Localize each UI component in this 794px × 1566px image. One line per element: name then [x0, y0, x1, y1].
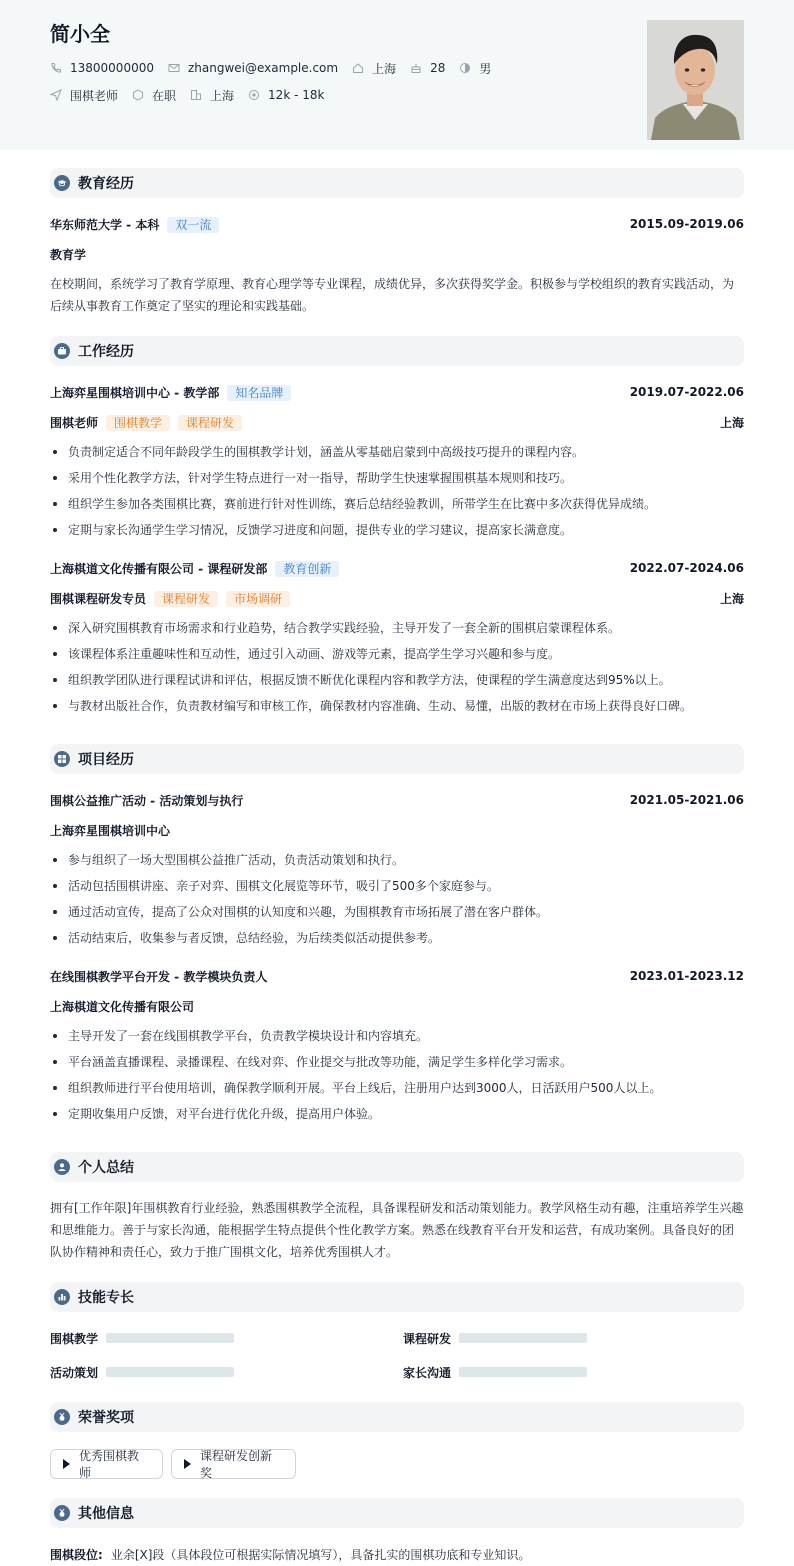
resume-header — [0, 0, 794, 150]
hometown-item — [352, 60, 396, 77]
list-item: 组织教学团队进行课程试讲和评估，根据反馈不断优化课程内容和教学方法，使课程的学生满意度达到95%以上。 — [50, 667, 744, 693]
project-org: 上海棋道文化传播有限公司 — [50, 999, 195, 1014]
skill-level-bar — [459, 1333, 587, 1343]
skill-name: 围棋教学 — [50, 1331, 99, 1346]
work-header — [50, 384, 744, 400]
company-tag: 知名品牌 — [227, 385, 291, 401]
list-item: 主导开发了一套在线围棋教学平台，负责教学模块设计和内容填充。 — [50, 1023, 744, 1049]
skill-name: 活动策划 — [50, 1365, 99, 1380]
school-name: 华东师范大学 - 本科 双一流 — [50, 216, 219, 233]
home-icon — [352, 62, 364, 74]
major-row — [50, 246, 744, 262]
project-header — [50, 792, 744, 808]
list-item: 与教材出版社合作，负责教材编写和审核工作，确保教材内容准确、生动、易懂，出版的教材在市场上获得良好口碑。 — [50, 693, 744, 719]
section-summary — [50, 1152, 744, 1182]
company-tag: 教育创新 — [275, 561, 339, 577]
award-chip[interactable] — [171, 1449, 296, 1479]
profile-photo — [647, 20, 744, 140]
job-role: 围棋老师 围棋教学 课程研发 — [50, 414, 242, 431]
project-org-row — [50, 998, 744, 1014]
project-bullets — [50, 1023, 744, 1127]
skill-name: 家长沟通 — [403, 1365, 452, 1380]
school-tag: 双一流 — [167, 217, 219, 233]
list-item: 组织学生参加各类围棋比赛，赛前进行针对性训练，赛后总结经验教训，所带学生在比赛中多次获得优异成绩。 — [50, 491, 744, 517]
status-text: 在职 — [152, 88, 177, 103]
project-date: 2021.05-2021.06 — [629, 793, 744, 807]
work-date: 2019.07-2022.06 — [629, 385, 744, 399]
education-description: 在校期间，系统学习了教育学原理、教育心理学等专业课程，成绩优异，多次获得奖学金。积极参与学校组织的教育实践活动，为后续从事教育工作奠定了坚实的理论和实践基础。 — [50, 277, 735, 313]
work-header — [50, 560, 744, 576]
award-chip[interactable] — [50, 1449, 163, 1479]
city-text: 上海 — [210, 88, 235, 103]
position-text: 围棋老师 — [70, 88, 119, 103]
section-education — [50, 168, 744, 198]
other-value: 业余[X]段（具体段位可根据实际情况填写），具备扎实的围棋功底和专业知识。 — [110, 1547, 531, 1562]
salary-item — [248, 88, 324, 102]
user-icon — [54, 1159, 70, 1175]
project-header — [50, 968, 744, 984]
award-label: 优秀围棋教师 — [79, 1449, 140, 1480]
gender-item — [459, 60, 491, 77]
company-name: 上海棋道文化传播有限公司 - 课程研发部 教育创新 — [50, 560, 339, 577]
phone-item — [50, 61, 154, 75]
project-date: 2023.01-2023.12 — [629, 969, 744, 983]
section-title: 技能专长 — [78, 1290, 134, 1306]
briefcase-icon — [54, 343, 70, 359]
info-icon — [54, 1505, 70, 1521]
skill-item — [403, 1364, 587, 1380]
section-other — [50, 1498, 744, 1528]
section-title: 工作经历 — [78, 344, 134, 360]
mail-icon — [168, 62, 180, 74]
role-tag: 课程研发 — [154, 591, 218, 607]
medal-icon — [54, 1409, 70, 1425]
skill-level-fill — [459, 1367, 587, 1377]
gender-icon — [459, 62, 471, 74]
skill-level-fill — [106, 1333, 234, 1343]
role-tag: 围棋教学 — [106, 415, 170, 431]
skill-name: 课程研发 — [403, 1331, 452, 1346]
send-icon — [50, 89, 62, 101]
education-header — [50, 216, 744, 232]
work-bullets — [50, 615, 744, 719]
skill-item — [50, 1330, 234, 1346]
list-item: 定期收集用户反馈，对平台进行优化升级，提高用户体验。 — [50, 1101, 744, 1127]
age-text: 28 — [430, 61, 446, 75]
section-title: 其他信息 — [78, 1506, 134, 1522]
play-icon — [184, 1459, 191, 1469]
list-item: 定期与家长沟通学生学习情况，反馈学习进度和问题，提供专业的学习建议，提高家长满意度。 — [50, 517, 744, 543]
graduation-cap-icon — [54, 175, 70, 191]
contact-row — [50, 60, 505, 76]
work-location: 上海 — [719, 415, 744, 430]
building-icon — [190, 89, 202, 101]
skill-level-bar — [106, 1333, 234, 1343]
candidate-name: 简小全 — [50, 22, 110, 46]
section-projects — [50, 744, 744, 774]
section-work — [50, 336, 744, 366]
list-item: 负责制定适合不同年龄段学生的围棋教学计划，涵盖从零基础启蒙到中高级技巧提升的课程内容。 — [50, 439, 744, 465]
section-awards — [50, 1402, 744, 1432]
work-bullets — [50, 439, 744, 543]
project-org: 上海弈星围棋培训中心 — [50, 823, 171, 838]
list-item: 采用个性化教学方法，针对学生特点进行一对一指导，帮助学生快速掌握围棋基本规则和技巧。 — [50, 465, 744, 491]
project-bullets — [50, 847, 744, 951]
city-item — [190, 87, 234, 104]
skill-level-bar — [459, 1367, 587, 1377]
list-item: 组织教师进行平台使用培训，确保教学顺利开展。平台上线后，注册用户达到3000人，日活跃用户500人以上。 — [50, 1075, 744, 1101]
age-item — [410, 61, 445, 75]
skill-level-fill — [106, 1367, 234, 1377]
job-role: 围棋课程研发专员 课程研发 市场调研 — [50, 590, 290, 607]
list-item: 深入研究围棋教育市场需求和行业趋势，结合教学实践经验，主导开发了一套全新的围棋启蒙课程体系。 — [50, 615, 744, 641]
status-item — [132, 87, 176, 104]
section-title: 荣誉奖项 — [78, 1410, 134, 1426]
grid-icon — [54, 751, 70, 767]
skill-level-bar — [106, 1367, 234, 1377]
position-item — [50, 87, 118, 104]
hometown-text: 上海 — [372, 61, 397, 76]
section-skills — [50, 1282, 744, 1312]
skill-level-fill — [459, 1333, 587, 1343]
job-intent-row — [50, 87, 338, 103]
summary-text: 拥有[工作年限]年围棋教育行业经验，熟悉围棋教学全流程，具备课程研发和活动策划能力。教学风格生动有趣，注重培养学生兴趣和思维能力。善于与家长沟通，能根据学生特点提供个性化教学方案。熟悉在线教育平台开发和运营，有成功案例。具备良好的团队协作精神和责任心，致力于推广围棋文化，培养优秀围棋人才。 — [50, 1201, 744, 1259]
list-item: 活动结束后，收集参与者反馈，总结经验，为后续类似活动提供参考。 — [50, 925, 744, 951]
section-title: 项目经历 — [78, 752, 134, 768]
award-label: 课程研发创新奖 — [200, 1449, 273, 1480]
role-tag: 市场调研 — [226, 591, 290, 607]
section-title: 教育经历 — [78, 176, 134, 192]
email-text: zhangwei@example.com — [187, 61, 339, 75]
major: 教育学 — [50, 247, 87, 262]
phone-text: 13800000000 — [70, 61, 154, 75]
work-location: 上海 — [719, 591, 744, 606]
company-name: 上海弈星围棋培训中心 - 教学部 知名品牌 — [50, 384, 291, 401]
skill-item — [50, 1364, 234, 1380]
email-item — [168, 61, 338, 75]
other-label: 围棋段位: — [50, 1547, 103, 1562]
list-item: 活动包括围棋讲座、亲子对弈、围棋文化展览等环节，吸引了500多个家庭参与。 — [50, 873, 744, 899]
project-org-row — [50, 822, 744, 838]
other-info-row — [50, 1546, 744, 1562]
education-date: 2015.09-2019.06 — [629, 217, 744, 231]
salary-icon — [248, 89, 260, 101]
list-item: 平台涵盖直播课程、录播课程、在线对弈、作业提交与批改等功能，满足学生多样化学习需求。 — [50, 1049, 744, 1075]
section-title: 个人总结 — [78, 1160, 134, 1176]
skill-item — [403, 1330, 587, 1346]
status-icon — [132, 89, 144, 101]
portrait-image — [647, 20, 744, 140]
bar-chart-icon — [54, 1289, 70, 1305]
list-item: 参与组织了一场大型围棋公益推广活动，负责活动策划和执行。 — [50, 847, 744, 873]
work-role-row — [50, 414, 744, 430]
play-icon — [63, 1459, 70, 1469]
list-item: 该课程体系注重趣味性和互动性，通过引入动画、游戏等元素，提高学生学习兴趣和参与度。 — [50, 641, 744, 667]
work-date: 2022.07-2024.06 — [629, 561, 744, 575]
work-role-row — [50, 590, 744, 606]
cake-icon — [410, 62, 422, 74]
list-item: 通过活动宣传，提高了公众对围棋的认知度和兴趣，为围棋教育市场拓展了潜在客户群体。 — [50, 899, 744, 925]
phone-icon — [50, 62, 62, 74]
role-tag: 课程研发 — [178, 415, 242, 431]
project-title: 在线围棋教学平台开发 - 教学模块负责人 — [50, 969, 268, 984]
salary-text: 12k - 18k — [268, 88, 325, 102]
project-title: 围棋公益推广活动 - 活动策划与执行 — [50, 793, 244, 808]
gender-text: 男 — [479, 61, 492, 76]
